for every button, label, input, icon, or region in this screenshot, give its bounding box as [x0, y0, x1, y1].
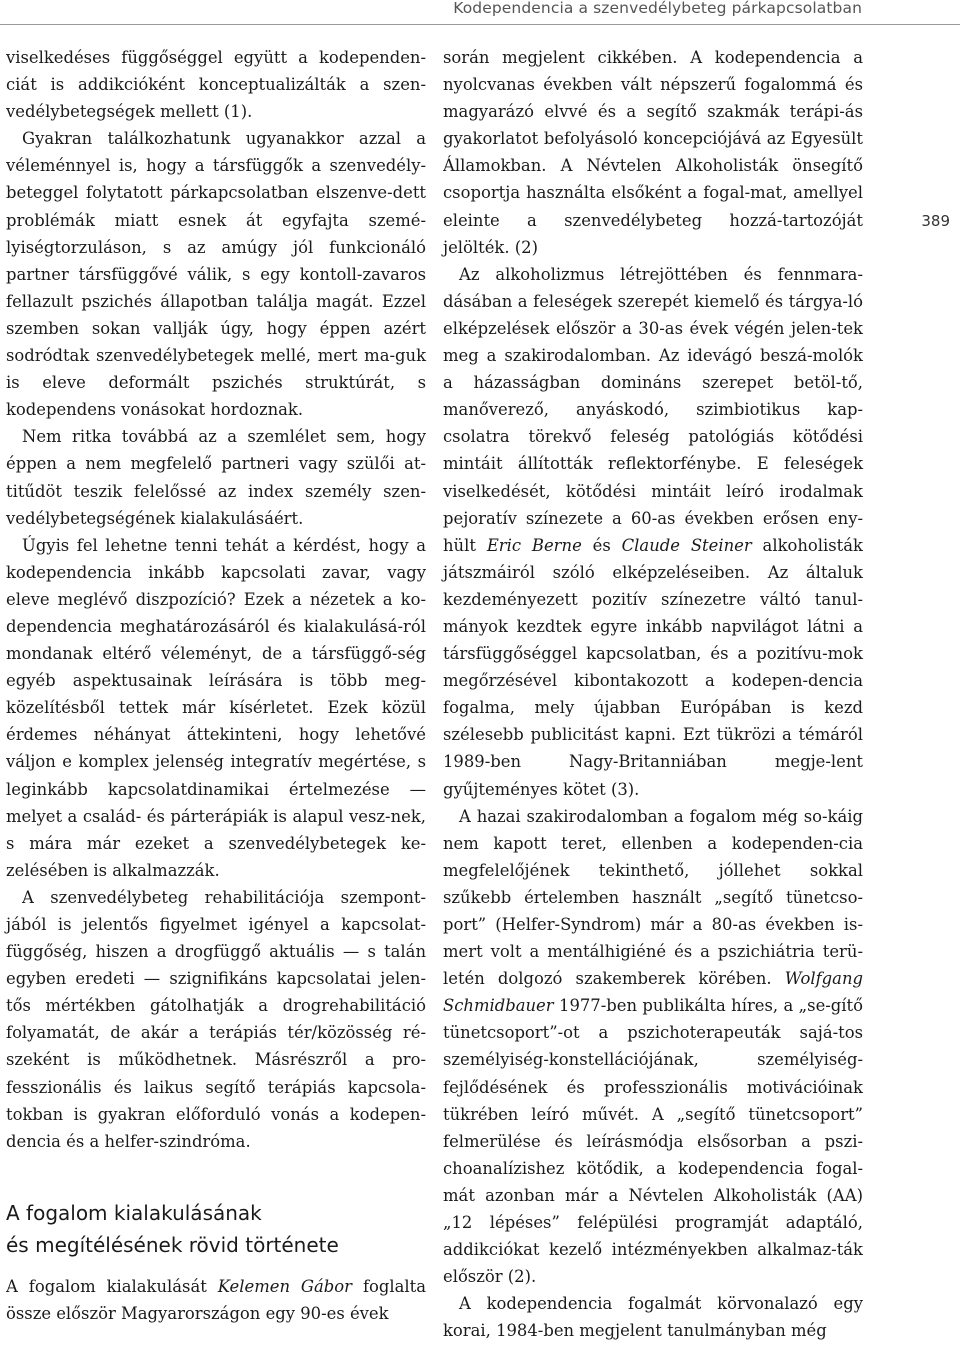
paragraph: viselkedéses függőséggel együtt a kodependen-ciát is addikcióként konceptualizálták a szen-vedélybetegségek mellett (1).	[6, 48, 426, 122]
author-name: Claude Steiner	[621, 535, 752, 555]
text-run: Az alkoholizmus létrejöttében és fennmara-dásában a feleségek szerepét kiemelő és tárgya-ló elképzelések először a 30-as évek végén jelen-tek meg a szakirodalomban. Az idevágó beszá-molók a házasságban domináns szerepet betöl-tő, manőverező, anyáskodó, szimbiotikus kap-csolatra törekvő feleség patológiás kötődési mintáit állították reflektorfénybe. E feleségek viselkedését, kötődési mintáit leíró irodalmak pejoratív színezete a 60-as években erősen eny-hült	[443, 264, 863, 555]
page-number: 389	[921, 212, 950, 230]
section-heading	[6, 1197, 426, 1261]
text-run: foglalta össze először Magyarországon egy 90-es évek	[6, 1276, 426, 1323]
text-run: A hazai szakirodalomban a fogalom még so-káig nem kapott teret, ellenben a kodependen-cia megfelelőjének tekinthető, jóllehet sokkal szűkebb értelemben használt „segítő tünetcso-port” (Helfer-Syndrom) már a 80-as években is-mert volt a mentálhigiéné és a pszichiátria terü-letén dolgozó szakemberek körében.	[443, 806, 863, 989]
section-heading-line-1: A fogalom kialakulásának	[6, 1200, 262, 1225]
text-run: alkoholisták játszmáiról szóló elképzeléseiben. Az általuk kezdeményezett pozitív színezetre váltó tanul-mányok kezdtek egyre inkább napvilágot látni a társfüggőséggel kapcsolatban, és a pozitívu-mok megőrzésével kibontakozott a kodepen-dencia fogalma, mely újabban Európában is kezd szélesebb publicitást kapni. Ezt tükrözi a témáról 1989-ben Nagy-Britanniában megje-lent gyűjteményes kötet (3).	[443, 535, 863, 799]
paragraph: során megjelent cikkében. A kodependencia a nyolcvanas években vált népszerű fogalommá és magyarázó elvvé és a segítő szakmák terápi-ás gyakorlatot befolyásoló koncepciójává az Egyesült Államokban. A Névtelen Alkoholisták önsegítő csoportja használta elsőként a fogal-mat, amellyel eleinte a szenvedélybeteg hozzá-tartozóját jelölték. (2)	[443, 48, 863, 257]
paragraph: Gyakran találkozhatunk ugyanakkor azzal a véleménnyel is, hogy a társfüggők a szenvedély-beteggel folytatott párkapcsolatban elszenve-dett problémák miatt esnek át egyfajta szemé-lyiségtorzuláson, s az amúgy jól funkcionáló partner társfüggővé válik, s egy kontoll-zavaros fellazult pszichés állapotban találja magát. Ezzel szemben sokan vallják úgy, hogy éppen azért sodródtak szenvedélybetegek mellé, mert ma-guk is eleve deformált pszichés struktúrát, s kodependens vonásokat hordoznak.	[6, 129, 426, 420]
author-name: Wolfgang Schmidbauer	[443, 969, 863, 1016]
paragraph	[443, 803, 863, 1291]
paragraph	[443, 261, 863, 803]
right-column	[443, 44, 863, 1345]
text-run: A fogalom kialakulását	[6, 1276, 218, 1296]
author-name: Eric Berne	[486, 535, 582, 555]
paragraph: A kodependencia fogalmát körvonalazó egy korai, 1984-ben megjelent tanulmányban még	[443, 1294, 863, 1341]
paragraph: Nem ritka továbbá az a szemlélet sem, hogy éppen a nem megfelelő partneri vagy szülői at-titűdöt teszik felelőssé az index személy szen-vedélybetegségének kialakulásáért.	[6, 427, 426, 528]
section-heading-line-2: és megítélésének rövid története	[6, 1232, 339, 1257]
paragraph	[6, 1273, 426, 1327]
paragraph: A szenvedélybeteg rehabilitációja szempont-jából is jelentős figyelmet igényel a kapcsolat-függőség, hiszen a drogfüggő aktuális — s talán egyben eredeti — szignifikáns kapcsolatai jelen-tős mértékben gátolhatják a drogrehabilitáció folyamatát, de akár a terápiás tér/közösség ré-szeként is működhetnek. Másrészről a pro-fesszionális és laikus segítő terápiás kapcsola-tokban is gyakran előforduló vonás a kodepen-dencia és a helfer-szindróma.	[6, 887, 426, 1151]
header-rule	[0, 24, 960, 25]
paragraph: Úgyis fel lehetne tenni tehát a kérdést, hogy a kodependencia inkább kapcsolati zavar, vagy eleve meglévő diszpozíció? Ezek a nézetek a ko-dependencia meghatározásáról és kialakulásá-ról mondanak eltérő véleményt, de a társfüggő-ség egyéb aspektusainak leírására is több meg-közelítésből tettek már kísérletet. Ezek közül érdemes néhányat áttekinteni, hogy lehetővé váljon e komplex jelenség integratív megértése, s leginkább kapcsolatdinamikai értelmezése — melyet a család- és párterápiák is alapul vesz-nek, s mára már ezeket a szenvedélybetegek ke-zelésében is alkalmazzák.	[6, 535, 426, 880]
author-name: Kelemen Gábor	[217, 1276, 352, 1296]
text-run: és	[581, 535, 622, 555]
left-column	[6, 44, 426, 1327]
running-header: Kodependencia a szenvedélybeteg párkapcsolatban	[453, 0, 862, 17]
text-run: 1977-ben publikálta híres, a „se-gítő tünetcsoport”-ot a pszichoterapeuták sajá-tos személyiség-konstellációjának, személyiség-fejlődésének és professzionális motivációinak tükrében leíró művét. A „segítő tünetcsoport” felmerülése és leírásmódja elsősorban a pszi-choanalízishez kötődik, a kodependencia fogal-mát azonban már a Névtelen Alkoholisták (AA) „12 lépéses” felépülési programját adaptáló, addikciókat kezelő intézményekben alkalmaz-ták először (2).	[443, 996, 863, 1287]
